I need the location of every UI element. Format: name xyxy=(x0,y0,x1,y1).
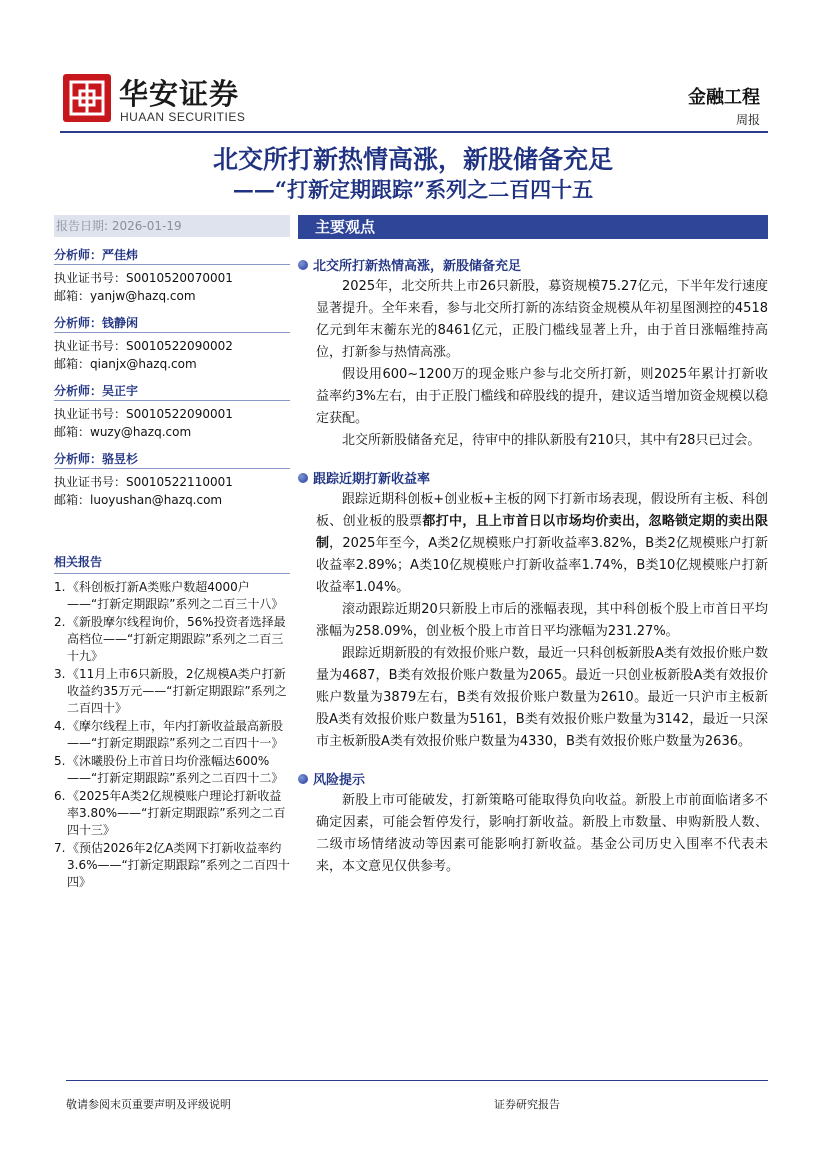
analyst-cert: 执业证书号：S0010522090002 xyxy=(54,339,233,353)
paragraph: 滚动跟踪近期20只新股上市后的涨幅表现，其中科创板个股上市首日平均涨幅为258.09%，创业板个股上市首日平均涨幅为231.27%。 xyxy=(316,602,768,639)
analyst-block xyxy=(54,314,290,373)
related-report-title: 《2025年A类2亿规模账户理论打新收益率3.80%——“打新定期跟踪”系列之二百四十三》 xyxy=(67,789,286,837)
related-report-item[interactable] xyxy=(54,788,290,839)
analyst-block xyxy=(54,382,290,441)
analyst-name: 分析师：钱静闲 xyxy=(54,314,290,333)
company-logo xyxy=(63,72,263,124)
analyst-email[interactable]: 邮箱：qianjx@hazq.com xyxy=(54,357,197,371)
analyst-cert: 执业证书号：S0010522090001 xyxy=(54,407,233,421)
related-report-title: 《11月上市6只新股，2亿规模A类户打新收益约35万元——“打新定期跟踪”系列之二百四十》 xyxy=(67,667,287,715)
analyst-name: 分析师：严佳炜 xyxy=(54,246,290,265)
related-report-number: 6. xyxy=(54,789,66,803)
analyst-email[interactable]: 邮箱：wuzy@hazq.com xyxy=(54,425,192,439)
main-content xyxy=(298,215,768,878)
bullet-icon xyxy=(298,260,308,270)
related-report-number: 2. xyxy=(54,615,66,629)
footer-label: 证券研究报告 xyxy=(494,1098,560,1111)
analyst-email[interactable]: 邮箱：luoyushan@hazq.com xyxy=(54,493,223,507)
footer-divider xyxy=(66,1080,768,1081)
related-report-number: 3. xyxy=(54,667,66,681)
analyst-email[interactable]: 邮箱：yanjw@hazq.com xyxy=(54,289,196,303)
related-report-title: 《新股摩尔线程询价，56%投资者选择最高档位——“打新定期跟踪”系列之二百三十九》 xyxy=(67,615,286,663)
point-heading-text: 北交所打新热情高涨，新股储备充足 xyxy=(313,259,522,274)
sidebar xyxy=(54,215,290,892)
related-reports-heading: 相关报告 xyxy=(54,553,290,574)
logo-chinese-name: 华安证券 xyxy=(119,77,240,111)
analyst-name: 分析师：骆昱杉 xyxy=(54,450,290,469)
paragraph: 北交所新股储备充足，待审中的排队新股有210只，其中有28只已过会。 xyxy=(342,433,761,448)
report-frequency: 周报 xyxy=(735,113,760,127)
related-report-title: 《科创板打新A类账户数超4000户——“打新定期跟踪”系列之二百三十八》 xyxy=(67,580,284,611)
related-report-item[interactable] xyxy=(54,579,290,613)
analyst-name: 分析师：吴正宇 xyxy=(54,382,290,401)
related-report-item[interactable] xyxy=(54,840,290,891)
analyst-cert: 执业证书号：S0010520070001 xyxy=(54,271,233,285)
paragraph: 跟踪近期科创板+创业板+主板的网下打新市场表现，假设所有主板、科创板、创业板的股票都打中，且上市首日以市场均价卖出，忽略锁定期的卖出限制，2025年至今，A类2亿规模账户打新收益率3.82%，B类2亿规模账户打新收益率2.89%；A类10亿规模账户打新收益率1.74%，B类10亿规模账户打新收益率1.04%。 xyxy=(316,492,768,595)
related-report-item[interactable] xyxy=(54,614,290,665)
point-heading xyxy=(298,255,768,274)
related-report-number: 1. xyxy=(54,580,66,594)
key-point xyxy=(298,468,768,753)
bullet-icon xyxy=(298,774,308,784)
key-point xyxy=(298,255,768,452)
point-heading xyxy=(298,769,768,788)
paragraph: 新股上市可能破发，打新策略可能取得负向收益。新股上市前面临诸多不确定因素，可能会暂停发行，影响打新收益。新股上市数量、申购新股人数、二级市场情绪波动等因素可能影响打新收益。基金公司历史入围率不代表未来，本文意见仅供参考。 xyxy=(316,793,768,874)
related-report-item[interactable] xyxy=(54,666,290,717)
related-report-title: 《摩尔线程上市，年内打新收益最高新股——“打新定期跟踪”系列之二百四十一》 xyxy=(67,719,284,750)
analyst-block xyxy=(54,450,290,509)
paragraph: 跟踪近期新股的有效报价账户数，最近一只科创板新股A类有效报价账户数量为4687，B类有效报价账户数量为2065。最近一只创业板新股A类有效报价账户数量为3879左右，B类有效报价账户数量为2610。最近一只沪市主板新股A类有效报价账户数量为5161，B类有效报价账户数量为3142，最近一只深市主板新股A类有效报价账户数量为4330，B类有效报价账户数量为2636。 xyxy=(316,646,768,749)
report-date: 报告日期: 2026-01-19 xyxy=(54,215,290,237)
related-report-number: 7. xyxy=(54,841,66,855)
report-subtitle: ——“打新定期跟踪”系列之二百四十五 xyxy=(232,177,594,202)
paragraph: 2025年，北交所共上市26只新股，募资规模75.27亿元，下半年发行速度显著提升。全年来看，参与北交所打新的冻结资金规模从年初星图测控的4518亿元到年末蘅东光的8461亿元，正股门槛线显著上升，由于首日涨幅维持高位，打新参与热情高涨。 xyxy=(316,279,768,360)
point-heading-text: 风险提示 xyxy=(313,773,366,788)
footer-disclaimer[interactable]: 敬请参阅末页重要声明及评级说明 xyxy=(66,1098,231,1111)
key-point xyxy=(298,769,768,878)
section-title: 主要观点 xyxy=(298,215,768,239)
related-report-item[interactable] xyxy=(54,718,290,752)
bullet-icon xyxy=(298,473,308,483)
logo-emblem-icon xyxy=(63,74,111,122)
related-report-number: 5. xyxy=(54,754,66,768)
analyst-block xyxy=(54,246,290,305)
related-report-title: 《沐曦股份上市首日均价涨幅达600%——“打新定期跟踪”系列之二百四十二》 xyxy=(67,754,284,785)
analyst-cert: 执业证书号：S0010522110001 xyxy=(54,475,233,489)
report-title: 北交所打新热情高涨，新股储备充足 xyxy=(212,145,613,174)
report-category: 金融工程 xyxy=(688,87,760,108)
related-report-number: 4. xyxy=(54,719,66,733)
logo-english-name: HUAAN SECURITIES xyxy=(120,110,246,124)
point-heading xyxy=(298,468,768,487)
header-divider xyxy=(60,131,768,133)
bold-emphasis: 都打中，且上市首日以市场均价卖出，忽略锁定期的卖出限制 xyxy=(316,514,768,551)
related-report-title: 《预估2026年2亿A类网下打新收益率约3.6%——“打新定期跟踪”系列之二百四十四》 xyxy=(67,841,290,889)
related-report-item[interactable] xyxy=(54,753,290,787)
point-heading-text: 跟踪近期打新收益率 xyxy=(313,472,431,487)
paragraph: 假设用600~1200万的现金账户参与北交所打新，则2025年累计打新收益率约3%左右，由于正股门槛线和碎股线的提升，建议适当增加资金规模以稳定获配。 xyxy=(316,367,768,426)
